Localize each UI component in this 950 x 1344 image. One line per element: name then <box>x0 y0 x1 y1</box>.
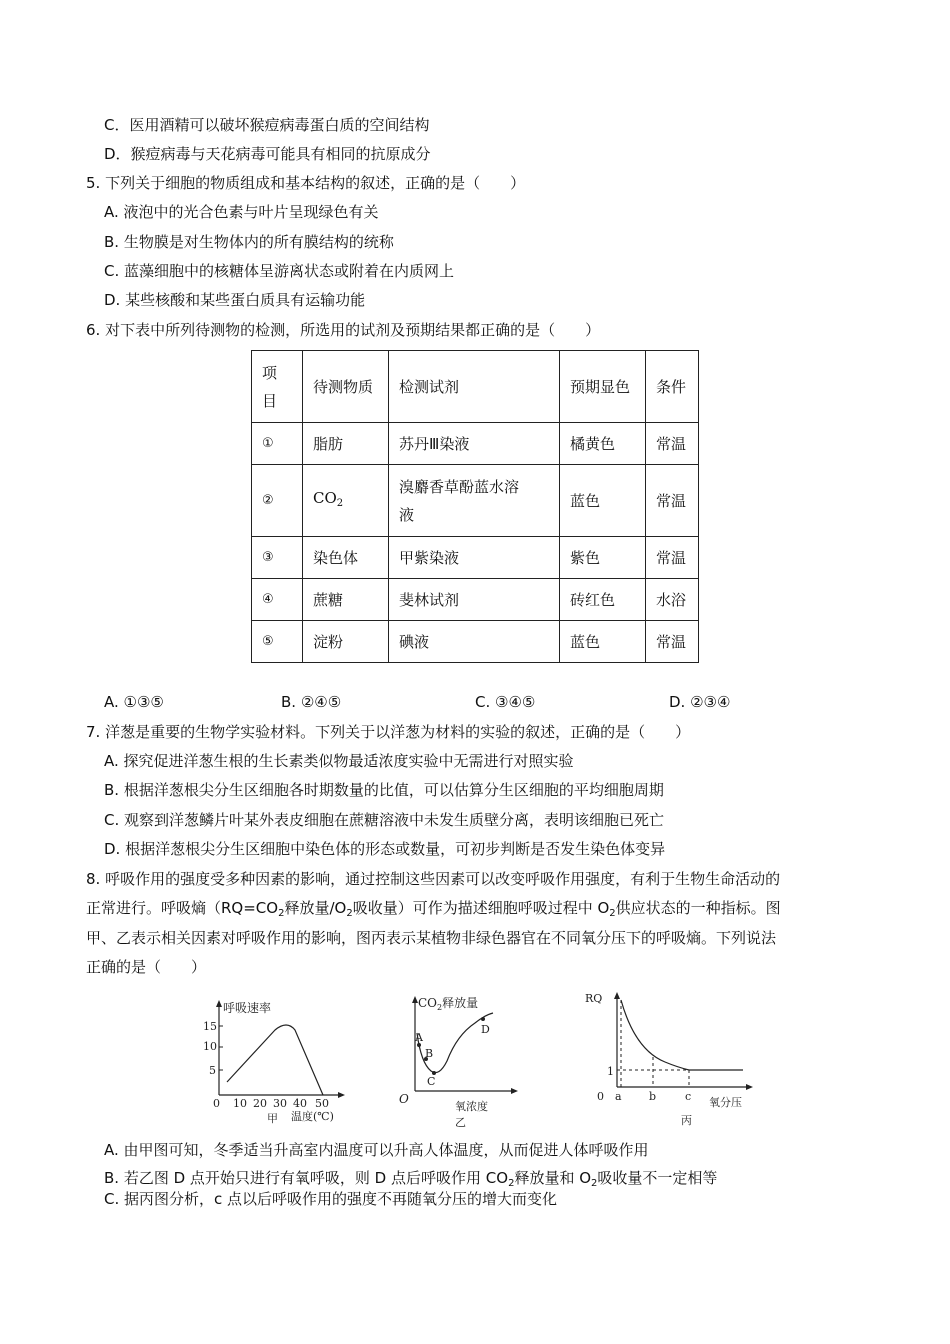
q8-stem-line2: 正常进行。呼吸熵（$RQ=CO_2$释放量$/O_2$吸收量）可作为描述细胞呼吸过程中 $O_2$供应状态的一种指标。图 <box>86 899 781 919</box>
jia-xlabel: 温度(℃) <box>291 1110 334 1123</box>
row5-color: 蓝色 <box>560 621 646 663</box>
jia-ytick: 15 <box>203 1020 217 1033</box>
q7-option-c: C. 观察到洋葱鳞片叶某外表皮细胞在蔗糖溶液中未发生质壁分离，表明该细胞已死亡 <box>104 811 665 829</box>
q5-option-b: B. 生物膜是对生物体内的所有膜结构的统称 <box>104 233 394 251</box>
bing-ylabel: RQ <box>585 992 603 1005</box>
jia-xtick: 20 <box>253 1097 267 1110</box>
figure-bing <box>585 990 760 1130</box>
q7-stem: 7. 洋葱是重要的生物学实验材料。下列关于以洋葱为材料的实验的叙述，正确的是（ ） <box>86 723 691 741</box>
bing-xtick: 0 <box>597 1090 604 1103</box>
yi-ylabel: $CO_2$释放量 <box>418 996 479 1012</box>
jia-xtick: 30 <box>273 1097 287 1110</box>
yi-point-a: A <box>415 1031 423 1044</box>
header-substance: 待测物质 <box>303 351 389 423</box>
row1-reagent: 苏丹Ⅲ染液 <box>389 423 560 465</box>
row3-reagent: 甲紫染液 <box>389 537 560 579</box>
yi-point-b: B <box>425 1047 434 1060</box>
header-reagent: 检测试剂 <box>389 351 560 423</box>
q4-option-c: C．医用酒精可以破坏猴痘病毒蛋白质的空间结构 <box>104 116 430 134</box>
header-color: 预期显色 <box>560 351 646 423</box>
row3-color: 紫色 <box>560 537 646 579</box>
q8-stem-line3: 甲、乙表示相关因素对呼吸作用的影响，图丙表示某植物非绿色器官在不同氧分压下的呼吸熵。下列说法 <box>86 929 777 947</box>
row2-condition: 常温 <box>646 465 699 537</box>
jia-xtick: 50 <box>315 1097 329 1110</box>
q6-table <box>251 350 699 663</box>
table-row <box>252 465 699 537</box>
jia-xtick: 0 <box>213 1097 220 1110</box>
q5-option-a: A. 液泡中的光合色素与叶片呈现绿色有关 <box>104 203 379 221</box>
row1-color: 橘黄色 <box>560 423 646 465</box>
q6-option-b: B. ②④⑤ <box>281 693 342 711</box>
bing-caption: 丙 <box>681 1114 692 1127</box>
header-condition: 条件 <box>646 351 699 423</box>
jia-curve <box>227 1025 323 1095</box>
row5-substance: 淀粉 <box>303 621 389 663</box>
yi-caption: 乙 <box>455 1116 466 1129</box>
bing-xtick: c <box>685 1090 692 1103</box>
q6-option-d: D. ②③④ <box>669 693 731 711</box>
table-row <box>252 423 699 465</box>
row3-item: ③ <box>252 537 303 579</box>
jia-ylabel: 呼吸速率 <box>223 1001 272 1015</box>
q8-option-a: A. 由甲图可知，冬季适当升高室内温度可以升高人体温度，从而促进人体呼吸作用 <box>104 1141 649 1159</box>
yi-xlabel: 氧浓度 <box>455 1100 488 1113</box>
q4-option-d: D．猴痘病毒与天花病毒可能具有相同的抗原成分 <box>104 145 431 163</box>
bing-xtick: a <box>615 1090 622 1103</box>
row5-item: ⑤ <box>252 621 303 663</box>
bing-ytick: 1 <box>607 1065 614 1078</box>
figure-jia <box>195 1000 345 1130</box>
yi-point-d: D <box>481 1023 490 1036</box>
row3-substance: 染色体 <box>303 537 389 579</box>
q7-option-b: B. 根据洋葱根尖分生区细胞各时期数量的比值，可以估算分生区细胞的平均细胞周期 <box>104 781 664 799</box>
yi-point-c: C <box>427 1075 436 1088</box>
figure-yi <box>395 993 525 1130</box>
row4-item: ④ <box>252 579 303 621</box>
table-row <box>252 579 699 621</box>
bing-xlabel: 氧分压 <box>709 1096 742 1109</box>
q6-option-c: C. ③④⑤ <box>475 693 536 711</box>
jia-caption: 甲 <box>267 1112 278 1125</box>
header-item: 项 目 <box>252 351 303 423</box>
q8-option-c: C. 据丙图分析，c 点以后呼吸作用的强度不再随氧分压的增大而变化 <box>104 1190 558 1208</box>
q6-option-a: A. ①③⑤ <box>104 693 164 711</box>
row4-color: 砖红色 <box>560 579 646 621</box>
row2-item: ② <box>252 465 303 537</box>
q7-option-d: D. 根据洋葱根尖分生区细胞中染色体的形态或数量，可初步判断是否发生染色体变异 <box>104 840 666 858</box>
row5-reagent: 碘液 <box>389 621 560 663</box>
jia-ytick: 10 <box>203 1040 217 1053</box>
q8-stem-line4: 正确的是（ ） <box>86 958 207 976</box>
row4-condition: 水浴 <box>646 579 699 621</box>
row2-reagent: 溴麝香草酚蓝水溶 液 <box>389 465 560 537</box>
row1-substance: 脂肪 <box>303 423 389 465</box>
q7-option-a: A. 探究促进洋葱生根的生长素类似物最适浓度实验中无需进行对照实验 <box>104 752 574 770</box>
row4-reagent: 斐林试剂 <box>389 579 560 621</box>
q8-stem-line1: 8. 呼吸作用的强度受多种因素的影响，通过控制这些因素可以改变呼吸作用强度，有利于生物生命活动的 <box>86 870 781 888</box>
jia-xtick: 10 <box>233 1097 247 1110</box>
q5-option-d: D. 某些核酸和某些蛋白质具有运输功能 <box>104 291 366 309</box>
jia-xtick: 40 <box>293 1097 307 1110</box>
table-row <box>252 537 699 579</box>
jia-ytick: 5 <box>209 1064 216 1077</box>
row1-condition: 常温 <box>646 423 699 465</box>
bing-curve <box>621 1000 743 1070</box>
row2-color: 蓝色 <box>560 465 646 537</box>
row1-item: ① <box>252 423 303 465</box>
row4-substance: 蔗糖 <box>303 579 389 621</box>
row3-condition: 常温 <box>646 537 699 579</box>
table-row <box>252 621 699 663</box>
q5-stem: 5. 下列关于细胞的物质组成和基本结构的叙述，正确的是（ ） <box>86 174 526 192</box>
q6-stem: 6. 对下表中所列待测物的检测，所选用的试剂及预期结果都正确的是（ ） <box>86 321 601 339</box>
q5-option-c: C. 蓝藻细胞中的核糖体呈游离状态或附着在内质网上 <box>104 262 455 280</box>
yi-origin: O <box>399 1092 409 1106</box>
yi-curve <box>417 1013 493 1073</box>
row2-substance: $CO_2$ <box>303 465 389 537</box>
row5-condition: 常温 <box>646 621 699 663</box>
q8-option-b: B. 若乙图 D 点开始只进行有氧呼吸，则 D 点后呼吸作用 $CO_2$释放量和 $O_2$吸收量不一定相等 <box>104 1169 718 1189</box>
bing-xtick: b <box>649 1090 657 1103</box>
